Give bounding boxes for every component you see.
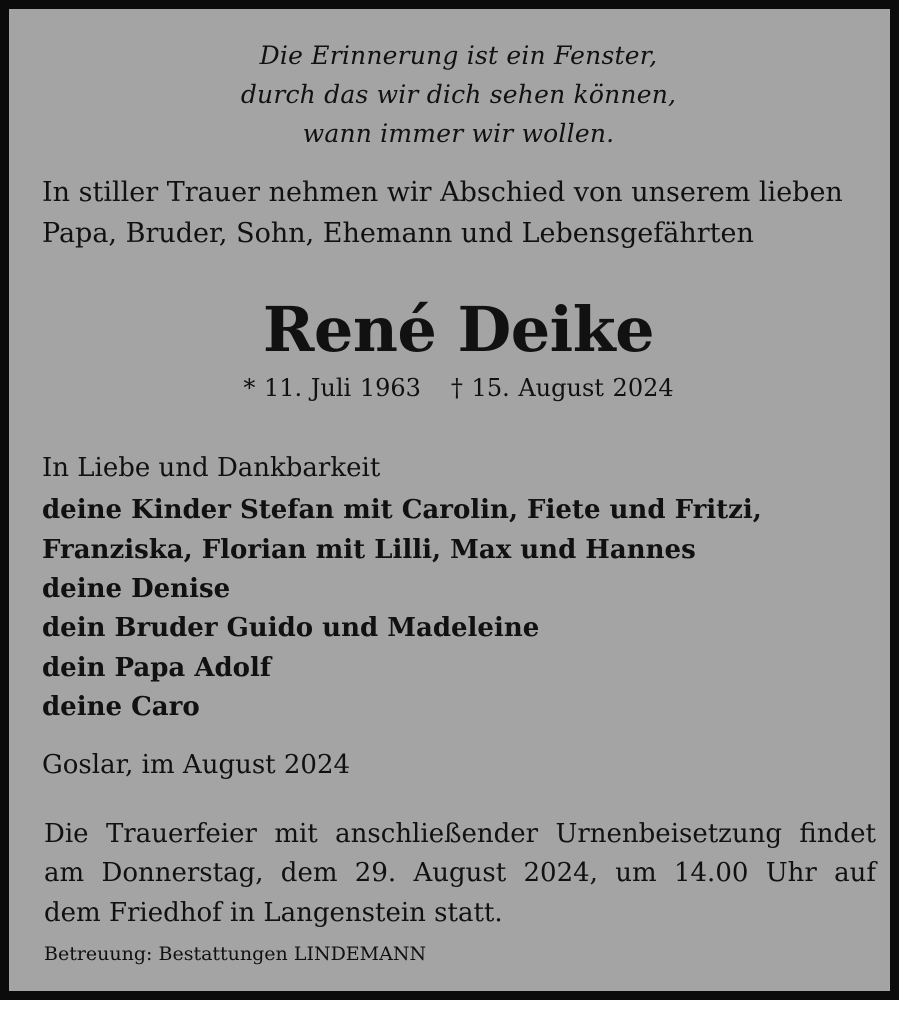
life-dates	[9, 374, 899, 402]
place-and-date: Goslar, im August 2024	[42, 750, 351, 780]
mourner-line: deine Kinder Stefan mit Carolin, Fiete und Fritzi,	[42, 495, 762, 525]
service-line-1: Die Trauerfeier mit anschließender Urnenbeisetzung findet	[44, 819, 876, 849]
deceased-name: René Deike	[262, 293, 655, 366]
mourner-line: deine Denise	[42, 574, 231, 604]
mourner-line: dein Bruder Guido und Madeleine	[42, 613, 540, 643]
mourner-line: Franziska, Florian mit Lilli, Max und Hannes	[42, 535, 696, 565]
mourner-line: deine Caro	[42, 692, 200, 722]
motto-line-1: Die Erinnerung ist ein Fenster,	[259, 41, 658, 70]
mourner-line: dein Papa Adolf	[42, 653, 272, 683]
motto-line-2: durch das wir dich sehen können,	[240, 80, 677, 109]
intro-line-2: Papa, Bruder, Sohn, Ehemann und Lebensgefährten	[42, 218, 754, 249]
motto-line-3: wann immer wir wollen.	[302, 119, 615, 148]
service-line-3: dem Friedhof in Langenstein statt.	[44, 898, 503, 928]
mourners-intro: In Liebe und Dankbarkeit	[42, 453, 381, 483]
service-line-2: am Donnerstag, dem 29. August 2024, um 14.00 Uhr auf	[44, 858, 876, 888]
undertaker-credit: Betreuung: Bestattungen LINDEMANN	[44, 943, 427, 965]
birth-date: * 11. Juli 1963	[243, 374, 421, 402]
death-date: † 15. August 2024	[450, 374, 674, 402]
obituary-content	[9, 9, 899, 1009]
intro-line-1: In stiller Trauer nehmen wir Abschied von unserem lieben	[42, 177, 843, 208]
